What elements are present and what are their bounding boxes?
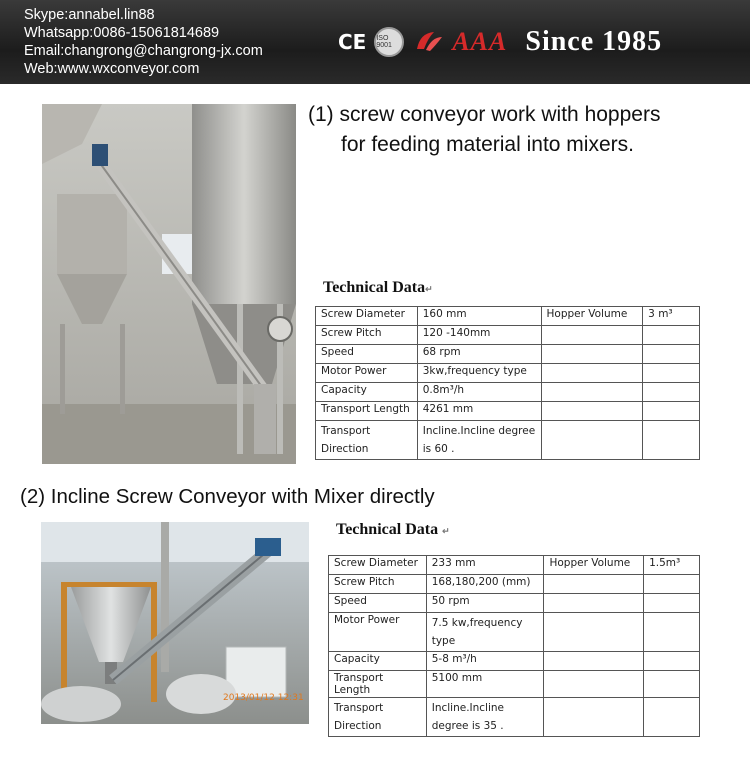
brand-leaf-icon xyxy=(414,29,444,55)
section2-caption: (2) Incline Screw Conveyor with Mixer directly xyxy=(20,485,435,508)
section1-caption-line1: (1) screw conveyor work with hoppers xyxy=(308,103,661,126)
table-row: Motor Power 7.5 kw,frequency type xyxy=(329,613,700,652)
since-label: Since 1985 xyxy=(525,26,663,57)
table-row: Screw Pitch 168,180,200 (mm) xyxy=(329,575,700,594)
section2-technical-data xyxy=(328,516,716,732)
brand-aaa-logo: AAA xyxy=(452,27,508,56)
table-row: Motor Power 3kw,frequency type xyxy=(316,364,700,383)
header-banner xyxy=(0,0,750,84)
contact-email: Email:changrong@changrong-jx.com xyxy=(24,43,263,59)
screw-conveyor-hopper-photo xyxy=(42,104,296,464)
table-row: Transport Direction Incline.Incline degree is 35 . xyxy=(329,698,700,737)
contact-info xyxy=(24,6,263,78)
photo-timestamp: 2013/01/12 12:31 xyxy=(223,693,304,703)
table-row: Screw Pitch 120 -140mm xyxy=(316,326,700,345)
section1-caption xyxy=(308,100,748,160)
table-row: Screw Diameter 160 mm Hopper Volume 3 m³ xyxy=(316,307,700,326)
table-row: Screw Diameter 233 mm Hopper Volume 1.5m³ xyxy=(329,556,700,575)
contact-web: Web:www.wxconveyor.com xyxy=(24,61,200,77)
section1-table-title: Technical Data↵ xyxy=(323,279,433,296)
table-row: Speed 68 rpm xyxy=(316,345,700,364)
contact-whatsapp: Whatsapp:0086-15061814689 xyxy=(24,25,220,41)
table-row: Speed 50 rpm xyxy=(329,594,700,613)
incline-screw-conveyor-mixer-photo xyxy=(41,522,309,724)
iso-seal-icon: ISO 9001 xyxy=(374,27,404,57)
table-row: Transport Direction Incline.Incline degree is 60 . xyxy=(316,421,700,460)
table-row: Transport Length 4261 mm xyxy=(316,402,700,421)
table-row: Capacity 0.8m³/h xyxy=(316,383,700,402)
certification-logos xyxy=(338,24,662,60)
section1-spec-table xyxy=(315,306,700,460)
section2-spec-table xyxy=(328,555,700,737)
section1-caption-line2: for feeding material into mixers. xyxy=(341,133,634,156)
contact-skype: Skype:annabel.lin88 xyxy=(24,7,155,23)
table-row: Transport Length 5100 mm xyxy=(329,671,700,698)
table-row: Capacity 5-8 m³/h xyxy=(329,652,700,671)
ce-mark-icon: CE xyxy=(338,30,367,54)
section1-technical-data xyxy=(315,276,715,466)
section2-table-title: Technical Data ↵ xyxy=(336,521,450,538)
